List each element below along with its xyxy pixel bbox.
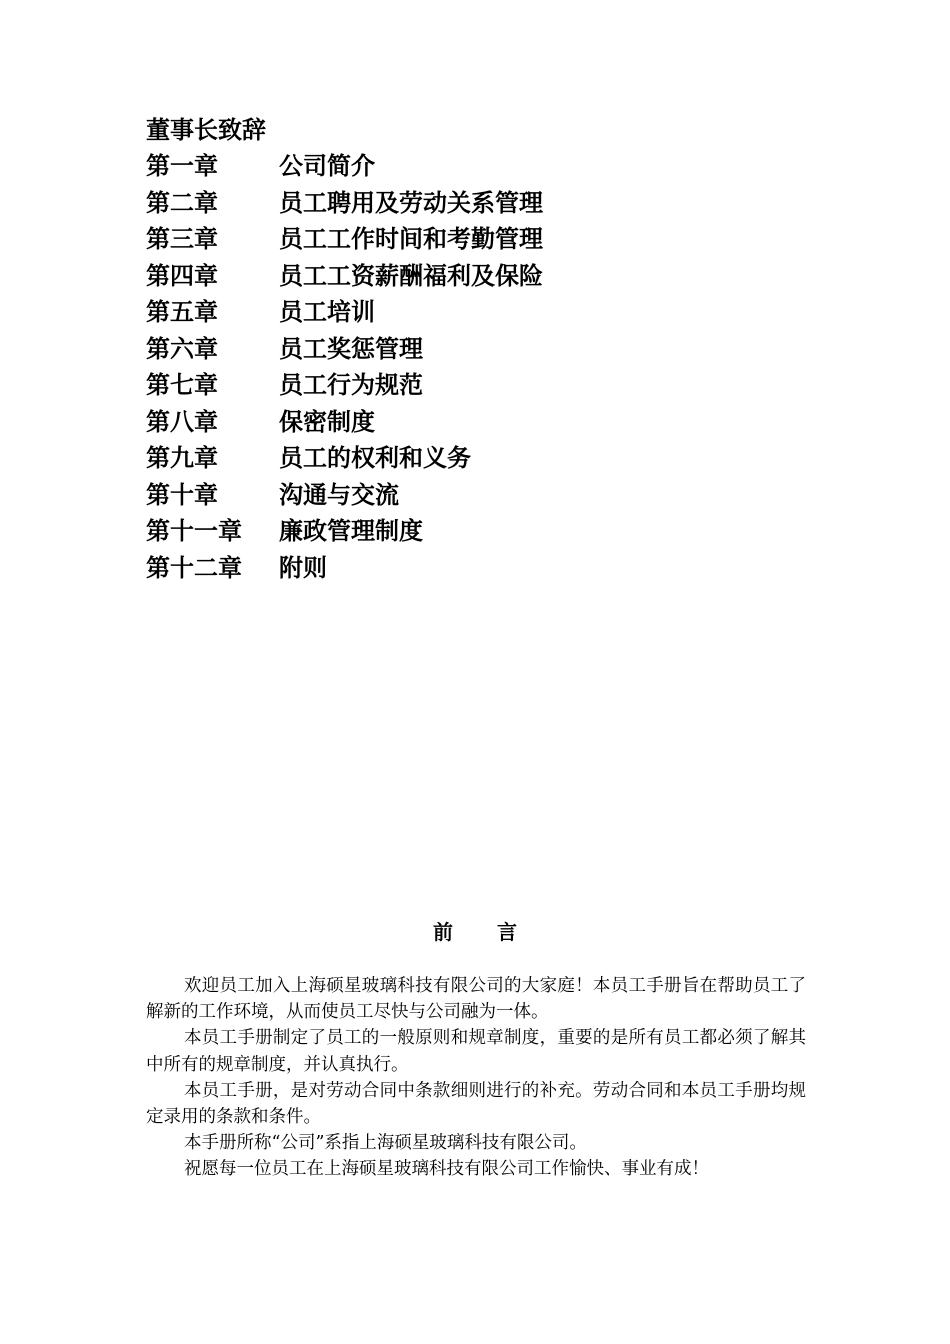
toc-row	[146, 477, 746, 514]
chapter-number: 第六章	[146, 333, 218, 363]
toc-row	[146, 550, 746, 587]
toc-row	[146, 294, 746, 331]
toc-row	[146, 221, 746, 258]
chapter-number: 第三章	[146, 224, 218, 253]
chapter-number: 第五章	[146, 297, 218, 326]
preface-paragraph: 欢迎员工加入上海硕星玻璃科技有限公司的大家庭！本员工手册旨在帮助员工了解新的工作环境，从而使员工尽快与公司融为一体。	[146, 976, 806, 1023]
toc-row	[146, 367, 746, 404]
table-of-contents	[146, 112, 746, 586]
toc-row	[146, 440, 746, 477]
preface-title-part2: 言	[497, 920, 517, 944]
toc-row	[146, 148, 746, 185]
chapter-title: 员工的权利和义务	[279, 443, 471, 472]
preface-paragraph: 本员工手册，是对劳动合同中条款细则进行的补充。劳动合同和本员工手册均规定录用的条款和条件。	[146, 1080, 806, 1128]
toc-row	[146, 404, 746, 441]
preface-title	[0, 914, 950, 950]
chapter-title: 沟通与交流	[279, 479, 399, 509]
chapter-number: 第八章	[146, 406, 218, 436]
toc-row	[146, 331, 746, 368]
chapter-number: 第十二章	[146, 552, 242, 582]
chapter-title: 保密制度	[279, 406, 375, 436]
chapter-title: 员工工资薪酬福利及保险	[279, 260, 543, 290]
chapter-title: 公司简介	[279, 151, 375, 180]
preface-paragraph: 本手册所称“公司”系指上海硕星玻璃科技有限公司。	[184, 1133, 587, 1154]
chapter-title: 员工培训	[279, 297, 375, 326]
chapter-title: 员工聘用及劳动关系管理	[279, 187, 543, 217]
toc-row	[146, 185, 746, 222]
preface-paragraph: 本员工手册制定了员工的一般原则和规章制度，重要的是所有员工都必须了解其中所有的规章制度，并认真执行。	[146, 1028, 806, 1075]
chapter-title: 附则	[279, 552, 327, 582]
chapter-title: 员工工作时间和考勤管理	[279, 224, 543, 253]
chapter-number: 第四章	[146, 260, 218, 290]
chapter-title: 员工奖惩管理	[279, 333, 423, 363]
chapter-number: 第十章	[146, 479, 218, 509]
chapter-number: 第十一章	[146, 516, 242, 545]
chapter-number: 第一章	[146, 151, 218, 180]
preface-paragraph: 祝愿每一位员工在上海硕星玻璃科技有限公司工作愉快、事业有成！	[184, 1159, 709, 1180]
chapter-title: 员工行为规范	[279, 370, 423, 399]
chapter-number: 第二章	[146, 187, 218, 217]
preface-title-part1: 前	[433, 920, 453, 944]
chapter-number: 第七章	[146, 370, 218, 399]
chapter-number: 第九章	[146, 443, 218, 472]
chapter-title: 廉政管理制度	[279, 516, 423, 545]
toc-heading: 董事长致辞	[146, 115, 266, 144]
preface-body	[146, 973, 806, 1183]
toc-row	[146, 513, 746, 550]
toc-row	[146, 258, 746, 295]
